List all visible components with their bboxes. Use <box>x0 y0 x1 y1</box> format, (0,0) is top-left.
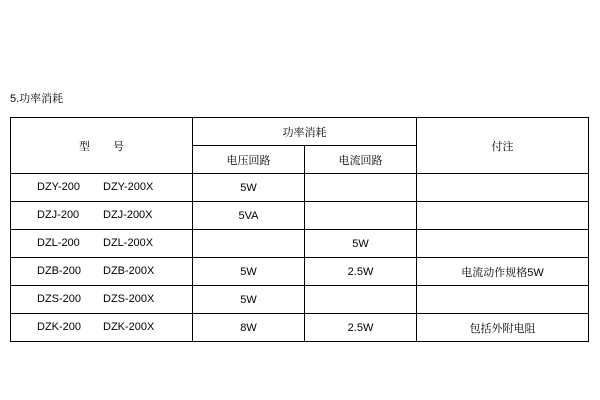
cell-model <box>11 258 193 286</box>
column-header-model-label: 型 号 <box>79 140 130 153</box>
table-row <box>11 230 589 258</box>
cell-model <box>11 286 193 314</box>
cell-model <box>11 174 193 202</box>
cell-model <box>11 314 193 342</box>
table-row <box>11 258 589 286</box>
cell-current <box>305 286 417 314</box>
cell-model-secondary: DZJ-200X <box>103 209 153 221</box>
cell-model-primary: DZJ-200 <box>37 209 80 221</box>
cell-model-primary: DZK-200 <box>37 321 82 333</box>
column-header-voltage-circuit: 电压回路 <box>193 146 305 174</box>
cell-note <box>417 230 589 258</box>
cell-current: 2.5W <box>305 314 417 342</box>
cell-model-primary: DZL-200 <box>37 237 80 249</box>
cell-note <box>417 286 589 314</box>
cell-current <box>305 202 417 230</box>
cell-voltage: 5VA <box>193 202 305 230</box>
cell-note: 包括外附电阻 <box>417 314 589 342</box>
table-header-row-1 <box>11 118 589 146</box>
cell-model-secondary: DZL-200X <box>103 237 154 249</box>
cell-note <box>417 174 589 202</box>
cell-voltage: 5W <box>193 174 305 202</box>
cell-model <box>11 230 193 258</box>
cell-current: 2.5W <box>305 258 417 286</box>
cell-model-primary: DZB-200 <box>37 265 82 277</box>
page-title: 5.功率消耗 <box>10 93 64 105</box>
cell-note: 电流动作规格5W <box>417 258 589 286</box>
table-row <box>11 202 589 230</box>
power-consumption-table <box>10 117 589 342</box>
cell-model-secondary: DZB-200X <box>103 265 155 277</box>
cell-voltage <box>193 230 305 258</box>
column-header-model <box>11 118 193 174</box>
cell-model-secondary: DZY-200X <box>103 181 154 193</box>
cell-voltage: 5W <box>193 286 305 314</box>
power-consumption-table-wrapper <box>10 117 588 342</box>
cell-model-primary: DZY-200 <box>37 181 81 193</box>
cell-model-secondary: DZS-200X <box>103 293 155 305</box>
column-header-current-circuit: 电流回路 <box>305 146 417 174</box>
cell-voltage: 8W <box>193 314 305 342</box>
cell-model-primary: DZS-200 <box>37 293 82 305</box>
table-row <box>11 174 589 202</box>
column-header-note: 付注 <box>417 118 589 174</box>
cell-model-secondary: DZK-200X <box>103 321 155 333</box>
table-row <box>11 286 589 314</box>
cell-note <box>417 202 589 230</box>
cell-current: 5W <box>305 230 417 258</box>
cell-voltage: 5W <box>193 258 305 286</box>
column-header-power-group: 功率消耗 <box>193 118 417 146</box>
cell-current <box>305 174 417 202</box>
table-row <box>11 314 589 342</box>
cell-model <box>11 202 193 230</box>
